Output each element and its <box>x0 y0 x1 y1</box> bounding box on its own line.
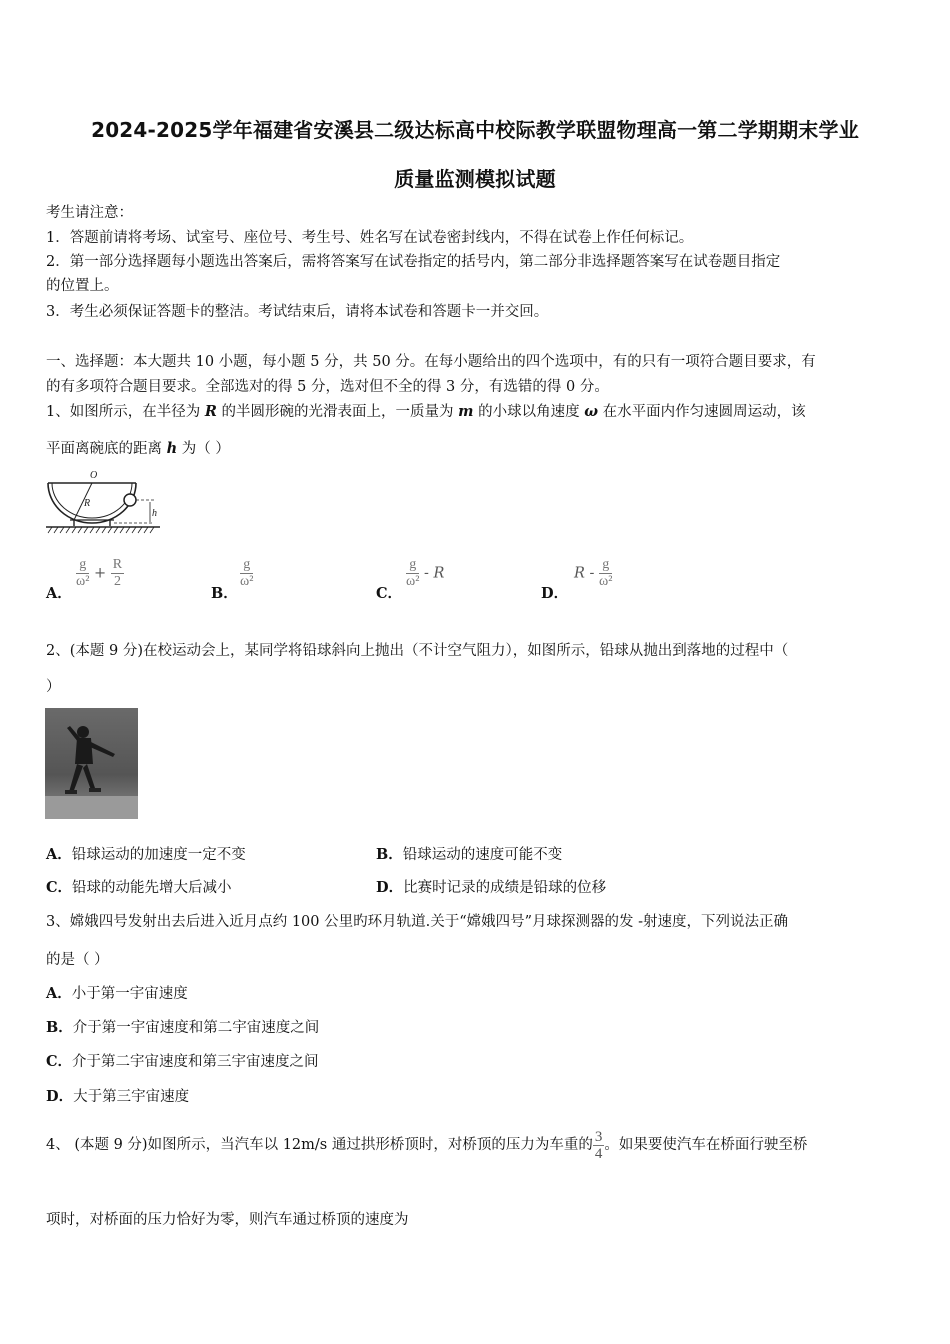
q2-option-c[interactable] <box>46 878 232 898</box>
option-text: 比赛时记录的成绩是铅球的位移 <box>403 880 607 896</box>
section-heading-line2: 的有多项符合题目要求。全部选对的得 5 分，选对但不全的得 3 分，有选错的得 0 分。 <box>46 379 609 395</box>
q1-option-d[interactable] <box>574 557 612 590</box>
option-label: B． <box>376 846 403 863</box>
fraction: $\frac{g}{\text{ω²}}$ <box>406 557 420 589</box>
q1-option-c-label: C． <box>376 585 403 602</box>
figure-label-O: O <box>90 470 98 481</box>
notice-item-2: 2．第一部分选择题每小题选出答案后，需将答案写在试卷指定的括号内，第二部分非选择题答案写在试卷题目指定 <box>46 254 781 270</box>
q1-option-c[interactable] <box>406 557 444 590</box>
option-label: D． <box>46 1088 74 1105</box>
notice-item-1: 1．答题前请将考场、试室号、座位号、考生号、姓名写在试卷密封线内，不得在试卷上作任何标记。 <box>46 230 694 246</box>
q1-option-d-label: D． <box>541 585 569 602</box>
var-m: m <box>458 403 474 420</box>
option-text: 介于第一宇宙速度和第二宇宙速度之间 <box>72 1020 320 1036</box>
q4-text: 4、 (本题 9 分)如图所示，当汽车以 12m/s 通过拱形桥顶时，对桥顶的压力为车重的 <box>46 1137 593 1153</box>
notice-heading: 考生请注意： <box>46 205 133 221</box>
var-omega: ω <box>584 403 598 420</box>
fraction-three-quarters: $\frac{3}{4}$ <box>594 1128 603 1162</box>
shot-put-photo <box>45 708 138 819</box>
option-tail: - R <box>424 565 445 582</box>
figure-label-h: h <box>152 508 157 519</box>
option-label: A． <box>46 985 72 1002</box>
option-label: A． <box>46 846 72 863</box>
option-text: 小于第一宇宙速度 <box>71 986 188 1002</box>
q1-option-b[interactable] <box>240 557 253 590</box>
q1-option-b-label: B． <box>211 585 238 602</box>
option-text: 铅球的动能先增大后减小 <box>72 880 232 896</box>
q3-stem-line2: 的是（ ） <box>46 952 109 968</box>
figure-label-R: R <box>84 498 91 509</box>
q1-text: 为（ ） <box>177 441 230 457</box>
q1-text: 1、如图所示，在半径为 <box>46 404 205 420</box>
q2-stem-line2: ） <box>46 679 61 695</box>
option-label: C． <box>46 879 73 896</box>
q4-stem-line2: 项时，对桥面的压力恰好为零，则汽车通过桥顶的速度为 <box>46 1212 409 1228</box>
notice-item-3: 3．考生必须保证答题卡的整洁。考试结束后，请将本试卷和答题卡一并交回。 <box>46 304 549 320</box>
q1-bowl-figure <box>44 466 164 540</box>
q3-option-d[interactable] <box>46 1087 189 1107</box>
exam-title-line2: 质量监测模拟试题 <box>394 167 556 191</box>
operator-plus: + <box>94 565 107 582</box>
fraction: $\frac{g}{\text{ω²}}$ <box>76 557 90 589</box>
fraction: $\frac{g}{\text{ω²}}$ <box>240 557 254 589</box>
section-heading-line1: 一、选择题：本大题共 10 小题，每小题 5 分，共 50 分。在每小题给出的四个选项中，有的只有一项符合题目要求，有 <box>46 354 816 370</box>
option-text: 铅球运动的加速度一定不变 <box>71 847 246 863</box>
q1-option-a-label: A． <box>46 585 72 602</box>
option-label: B． <box>46 1019 73 1036</box>
option-head: R - <box>574 565 595 582</box>
fraction: $\frac{R}{2}$ <box>112 557 123 589</box>
q3-option-a[interactable] <box>46 984 188 1004</box>
option-label: D． <box>376 879 404 896</box>
exam-title-line1: 2024-2025学年福建省安溪县二级达标高中校际教学联盟物理高一第二学期期末学业 <box>91 118 859 142</box>
q1-text: 的半圆形碗的光滑表面上，一质量为 <box>216 404 459 420</box>
option-text: 大于第三宇宙速度 <box>73 1089 190 1105</box>
q2-option-b[interactable] <box>376 845 562 865</box>
q1-text: 在水平面内作匀速圆周运动，该 <box>598 404 806 420</box>
q4-text: 。如果要使汽车在桥面行驶至桥 <box>604 1137 808 1153</box>
fraction: $\frac{g}{\text{ω²}}$ <box>599 557 613 589</box>
q2-option-a[interactable] <box>46 845 246 865</box>
q1-text: 的小球以角速度 <box>473 404 585 420</box>
option-label: C． <box>46 1053 73 1070</box>
q3-option-b[interactable] <box>46 1018 319 1038</box>
var-h: h <box>166 440 178 457</box>
q1-option-a[interactable] <box>76 557 124 590</box>
notice-item-2-cont: 的位置上。 <box>46 278 119 294</box>
q1-stem-line2 <box>46 439 906 459</box>
q2-option-d[interactable] <box>376 878 606 898</box>
q1-stem-line1 <box>46 402 906 422</box>
q4-stem-line1 <box>46 1121 906 1169</box>
option-text: 介于第二宇宙速度和第三宇宙速度之间 <box>72 1054 319 1070</box>
q2-stem-line1: 2、(本题 9 分)在校运动会上，某同学将铅球斜向上抛出（不计空气阻力），如图所示，铅球从抛出到落地的过程中（ <box>46 643 789 659</box>
q1-text: 平面离碗底的距离 <box>46 441 167 457</box>
q3-stem-line1: 3、嫦娥四号发射出去后进入近月点约 100 公里旳环月轨道.关于“嫦娥四号”月球探测器的发 -射速度，下列说法正确 <box>46 914 789 930</box>
option-text: 铅球运动的速度可能不变 <box>402 847 563 863</box>
var-R: R <box>204 403 217 420</box>
q3-option-c[interactable] <box>46 1052 319 1072</box>
